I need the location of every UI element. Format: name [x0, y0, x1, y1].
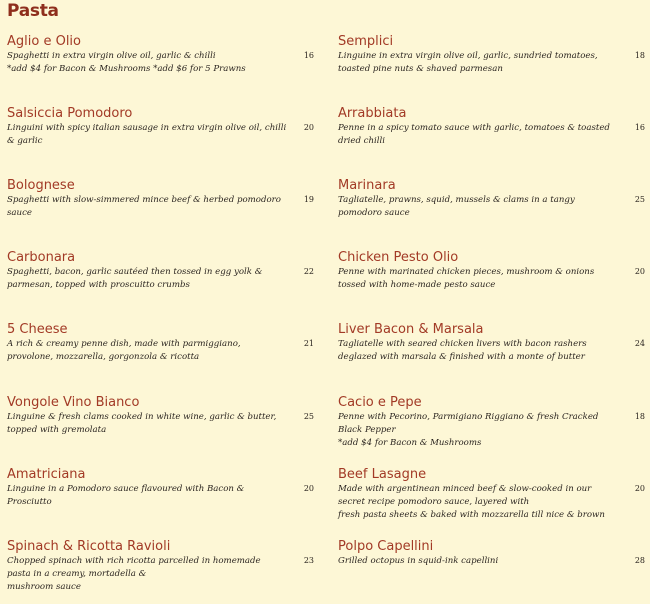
menu-item-description [7, 555, 269, 594]
menu-item-price: 16 [634, 123, 645, 132]
menu-item-name: Cacio e Pepe [338, 395, 422, 410]
description-line: Prosciutto [7, 497, 52, 507]
description-line: Grilled octopus in squid-ink capellini [338, 556, 499, 566]
menu-item-description [338, 50, 600, 76]
menu-item-name: Marinara [338, 178, 396, 193]
description-line: deglazed with marsala & finished with a monte of butter [338, 352, 585, 362]
menu-item [7, 322, 314, 364]
menu-item [338, 539, 645, 568]
description-line: *add $4 for Bacon & Mushrooms [338, 438, 482, 448]
menu-item-name: Chicken Pesto Olio [338, 250, 459, 265]
description-line: sauce [7, 208, 32, 218]
description-line: dried chilli [338, 136, 386, 146]
menu-item [7, 34, 314, 76]
menu-item-description [7, 122, 287, 148]
description-line: A rich & creamy penne dish, made with parmiggiano, [7, 339, 241, 349]
menu-item-price: 28 [634, 556, 645, 565]
description-line: Linguine in a Pomodoro sauce flavoured with Bacon & [7, 484, 245, 494]
menu-item-name: Salsiccia Pomodoro [7, 106, 133, 121]
description-line: Penne with Pecorino, Parmigiano Riggiano & fresh Cracked [338, 412, 599, 422]
description-line: toasted pine nuts & shaved parmesan [338, 64, 503, 74]
menu-item-description [338, 266, 600, 292]
menu-item [7, 178, 314, 220]
description-line: Tagliatelle, prawns, squid, mussels & clams in a tangy [338, 195, 575, 205]
menu-item-price: 18 [634, 412, 645, 421]
menu-item-description [338, 555, 600, 568]
menu-item-price: 20 [303, 123, 314, 132]
menu-item [7, 250, 314, 292]
menu-item [338, 178, 645, 220]
menu-item-name: Semplici [338, 34, 394, 49]
menu-item-description [7, 338, 269, 364]
section-title: Pasta [7, 1, 59, 21]
description-line: provolone, mozzarella, gorgonzola & ricotta [7, 352, 200, 362]
menu-item-price: 16 [303, 51, 314, 60]
menu-item [7, 106, 314, 148]
menu-item-price: 19 [303, 195, 314, 204]
menu-item [338, 395, 645, 450]
description-line: Spaghetti with slow-simmered mince beef & herbed pomodoro [7, 195, 281, 205]
menu-item-name: Beef Lasagne [338, 467, 427, 482]
menu-item-name: Arrabbiata [338, 106, 407, 121]
description-line: pomodoro sauce [338, 208, 410, 218]
menu-item-description [338, 411, 600, 450]
description-line: topped with gremolata [7, 425, 107, 435]
menu-item-name: Aglio e Olio [7, 34, 81, 49]
menu-item-price: 20 [303, 484, 314, 493]
menu-item-name: Bolognese [7, 178, 75, 193]
menu-item-description [338, 483, 605, 522]
menu-item-description [338, 194, 600, 220]
description-line: Spaghetti in extra virgin olive oil, garlic & chilli [7, 51, 216, 61]
menu-item-description [7, 483, 269, 509]
menu-item [338, 467, 645, 522]
description-line: mushroom sauce [7, 582, 81, 592]
menu-item-price: 24 [634, 339, 645, 348]
description-line: pasta in a creamy, mortadella & [7, 569, 147, 579]
description-line: & garlic [7, 136, 43, 146]
menu-item-price: 18 [634, 51, 645, 60]
description-line: tossed with home-made pesto sauce [338, 280, 496, 290]
description-line: Black Pepper [338, 425, 396, 435]
menu-item-name: Polpo Capellini [338, 539, 434, 554]
menu-item [7, 395, 314, 437]
menu-item-description [7, 411, 277, 437]
menu-item-description [338, 338, 600, 364]
menu-item-description [7, 194, 281, 220]
description-line: fresh pasta sheets & baked with mozzarella till nice & brown [338, 510, 605, 520]
menu-item-description [7, 50, 269, 76]
menu-item-name: Amatriciana [7, 467, 86, 482]
description-line: Linguine in extra virgin olive oil, garlic, sundried tomatoes, [338, 51, 598, 61]
menu-item [338, 106, 645, 148]
menu-item-price: 22 [303, 267, 314, 276]
menu-item-price: 21 [303, 339, 314, 348]
description-line: Made with argentinean minced beef & slow-cooked in our [338, 484, 592, 494]
menu-item-price: 23 [303, 556, 314, 565]
description-line: parmesan, topped with proscuitto crumbs [7, 280, 190, 290]
menu-item-name: Vongole Vino Bianco [7, 395, 140, 410]
description-line: Chopped spinach with rich ricotta parcelled in homemade [7, 556, 261, 566]
description-line: Linguini with spicy italian sausage in extra virgin olive oil, chilli [7, 123, 287, 133]
menu-item-name: Liver Bacon & Marsala [338, 322, 484, 337]
menu-item-price: 20 [634, 484, 645, 493]
menu-item [7, 539, 314, 594]
menu-item-name: Spinach & Ricotta Ravioli [7, 539, 171, 554]
description-line: Penne in a spicy tomato sauce with garlic, tomatoes & toasted [338, 123, 610, 133]
menu-item-price: 25 [634, 195, 645, 204]
description-line: Penne with marinated chicken pieces, mushroom & onions [338, 267, 595, 277]
menu-item [338, 34, 645, 76]
menu-item-name: Carbonara [7, 250, 76, 265]
menu-item-description [7, 266, 269, 292]
description-line: Tagliatelle with seared chicken livers with bacon rashers [338, 339, 587, 349]
menu-item [338, 250, 645, 292]
description-line: Spaghetti, bacon, garlic sautéed then tossed in egg yolk & [7, 267, 263, 277]
description-line: *add $4 for Bacon & Mushrooms *add $6 for 5 Prawns [7, 64, 246, 74]
menu-item-description [338, 122, 610, 148]
description-line: Linguine & fresh clams cooked in white wine, garlic & butter, [7, 412, 277, 422]
description-line: secret recipe pomodoro sauce, layered with [338, 497, 530, 507]
menu-item [7, 467, 314, 509]
menu-item-price: 25 [303, 412, 314, 421]
menu-item [338, 322, 645, 364]
menu-item-name: 5 Cheese [7, 322, 68, 337]
menu-item-price: 20 [634, 267, 645, 276]
